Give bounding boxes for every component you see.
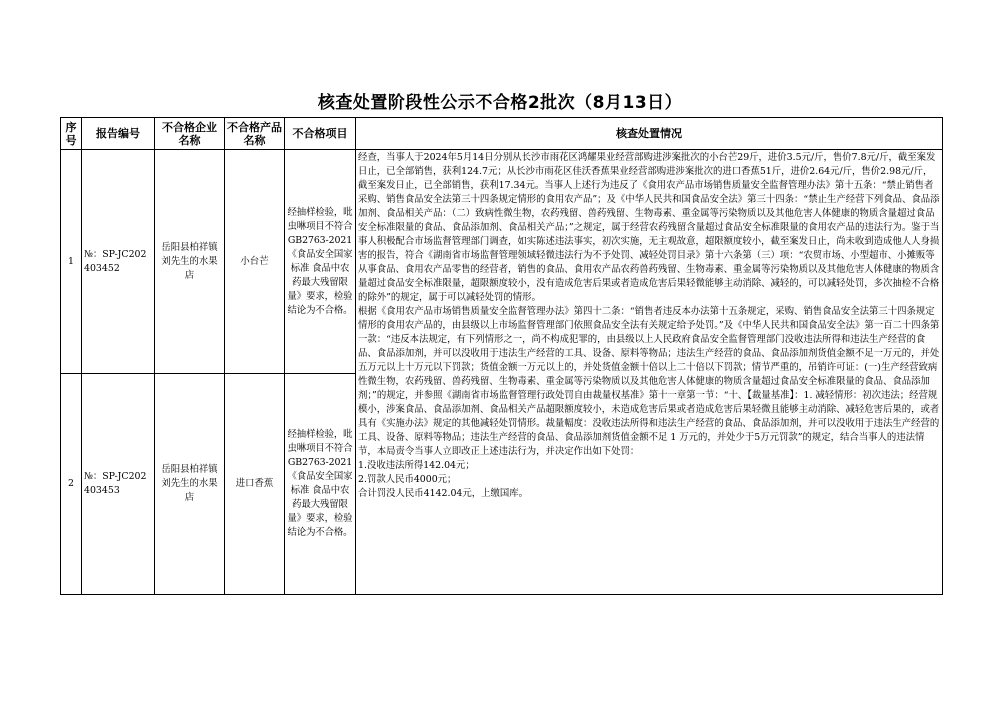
row-item: 经抽样检验，吡虫啉项目不符合GB2763-2021《食品安全国家标准 食品中农药最大残留限量》要求，检验结论为不合格。 [285,374,356,595]
handling-line-3: 合计罚没人民币4142.04元，上缴国库。 [358,488,529,499]
row-seq: 2 [61,374,82,595]
header-seq: 序号 [61,118,82,150]
handling-line-1: 1.没收违法所得142.04元； [358,460,475,471]
row-item: 经抽样检验，吡虫啉项目不符合GB2763-2021《食品安全国家标准 食品中农药最大残留限量》要求，检验结论为不合格。 [285,150,356,374]
row-product: 小台芒 [225,150,285,374]
header-item: 不合格项目 [285,118,356,150]
row-company: 岳阳县柏祥镇刘先生的水果店 [155,150,225,374]
row-product: 进口香蕉 [225,374,285,595]
handling-paragraph-2: 根据《食用农产品市场销售质量安全监督管理办法》第四十二条：“销售者违反本办法第十五条规定，采购、销售食品安全法第三十四条规定情形的食用农产品的，由县级以上市场监督管理部门依照食品安全法有关规定给予处罚。”及《中华人民共和国食品安全法》第一百二十四条第一款：“违反本法规定，有下列情形之一，尚不构成犯罪的，由县级以上人民政府食品安全监督管理部门没收违法所得和违法生产经营的食品、食品添加剂，并可以没收用于违法生产经营的工具、设备、原料等物品；违法生产经营的食品、食品添加剂货值金额不足一万元的，并处五万元以上十万元以下罚款；货值金额一万元以上的，并处货值金额十倍以上二十倍以下罚款；情节严重的，吊销许可证：(一)生产经营致病性微生物，农药残留、兽药残留、生物毒素、重金属等污染物质以及其他危害人体健康的物质含量超过食品安全标准限量的食品、食品添加剂；”的规定，并参照《湖南省市场监督管理行政处罚自由裁量权基准》第十一章第一节：“十、【裁量基准】：1. 减轻情形：初次违法；经营规模小，涉案食品、食品添加剂、食品相关产品超限额度较小，未造成危害后果或者造成危害后果轻微且能够主动消除、减轻危害后果的，或者具有《实施办法》规定的其他减轻处罚情形。裁量幅度：没收违法所得和违法生产经营的食品、食品添加剂，并可以没收用于违法生产经营的工具、设备、原料等物品；违法生产经营的食品、食品添加剂货值金额不足 1 万元的，并处少于5万元罚款”的规定，结合当事人的违法情节，本局责令当事人立即改正上述违法行为，并决定作出如下处罚： [358,306,940,457]
row-report-no: №：SP-JC202403452 [82,150,155,374]
header-report-no: 报告编号 [82,118,155,150]
results-table [60,117,943,595]
handling-detail [356,150,943,595]
row-company: 岳阳县柏祥镇刘先生的水果店 [155,374,225,595]
row-seq: 1 [61,150,82,374]
page-title: 核查处置阶段性公示不合格2批次（8月13日） [317,93,683,113]
table-header-row [61,118,943,150]
row-report-no: №：SP-JC202403453 [82,374,155,595]
handling-line-2: 2.罚款人民币4000元； [358,474,457,485]
header-company: 不合格企业名称 [155,118,225,150]
table-row [61,150,943,374]
header-product: 不合格产品名称 [225,118,285,150]
header-handling: 核查处置情况 [356,118,943,150]
handling-paragraph-1: 经查，当事人于2024年5月14日分别从长沙市雨花区鸿耀果业经营部购进涉案批次的小台芒29斤，进价3.5元/斤，售价7.8元/斤，截至案发日止，已全部销售，获利124.7元；从长沙市雨花区佳沃香蕉果业经营部购进涉案批次的进口香蕉51斤，进价2.64元/斤，售价2.98元/斤，截至案发日止，已全部销售，获利17.34元。当事人上述行为违反了《食用农产品市场销售质量安全监督管理办法》第十五条：“禁止销售者采购、销售食品安全法第三十四条规定情形的食用农产品”；及《中华人民共和国食品安全法》第三十四条：“禁止生产经营下列食品、食品添加剂、食品相关产品：（二）致病性微生物，农药残留、兽药残留、生物毒素、重金属等污染物质以及其他危害人体健康的物质含量超过食品安全标准限量的食品、食品添加剂、食品相关产品；”之规定，属于经营农药残留含量超过食品安全标准限量的食用农产品的违法行为。鉴于当事人积极配合市场监督管理部门调查，如实陈述违法事实，初次实施，无主观故意，超限额度较小，截至案发日止，尚未收到造成他人人身损害的报告，符合《湖南省市场监督管理领域轻微违法行为不予处罚、减轻处罚目录》第十六条第（三）项：“农贸市场、小型超市、小摊贩等从事食品、食用农产品零售的经营者，销售的食品、食用农产品农药兽药残留、生物毒素、重金属等污染物质以及其他危害人体健康的物质含量超过食品安全标准限量，超限额度较小，没有造成危害后果或者造成危害后果轻微能够主动消除、减轻的，可以减轻处罚，多次抽检不合格的除外”的规定，属于可以减轻处罚的情形。 [358,152,940,303]
